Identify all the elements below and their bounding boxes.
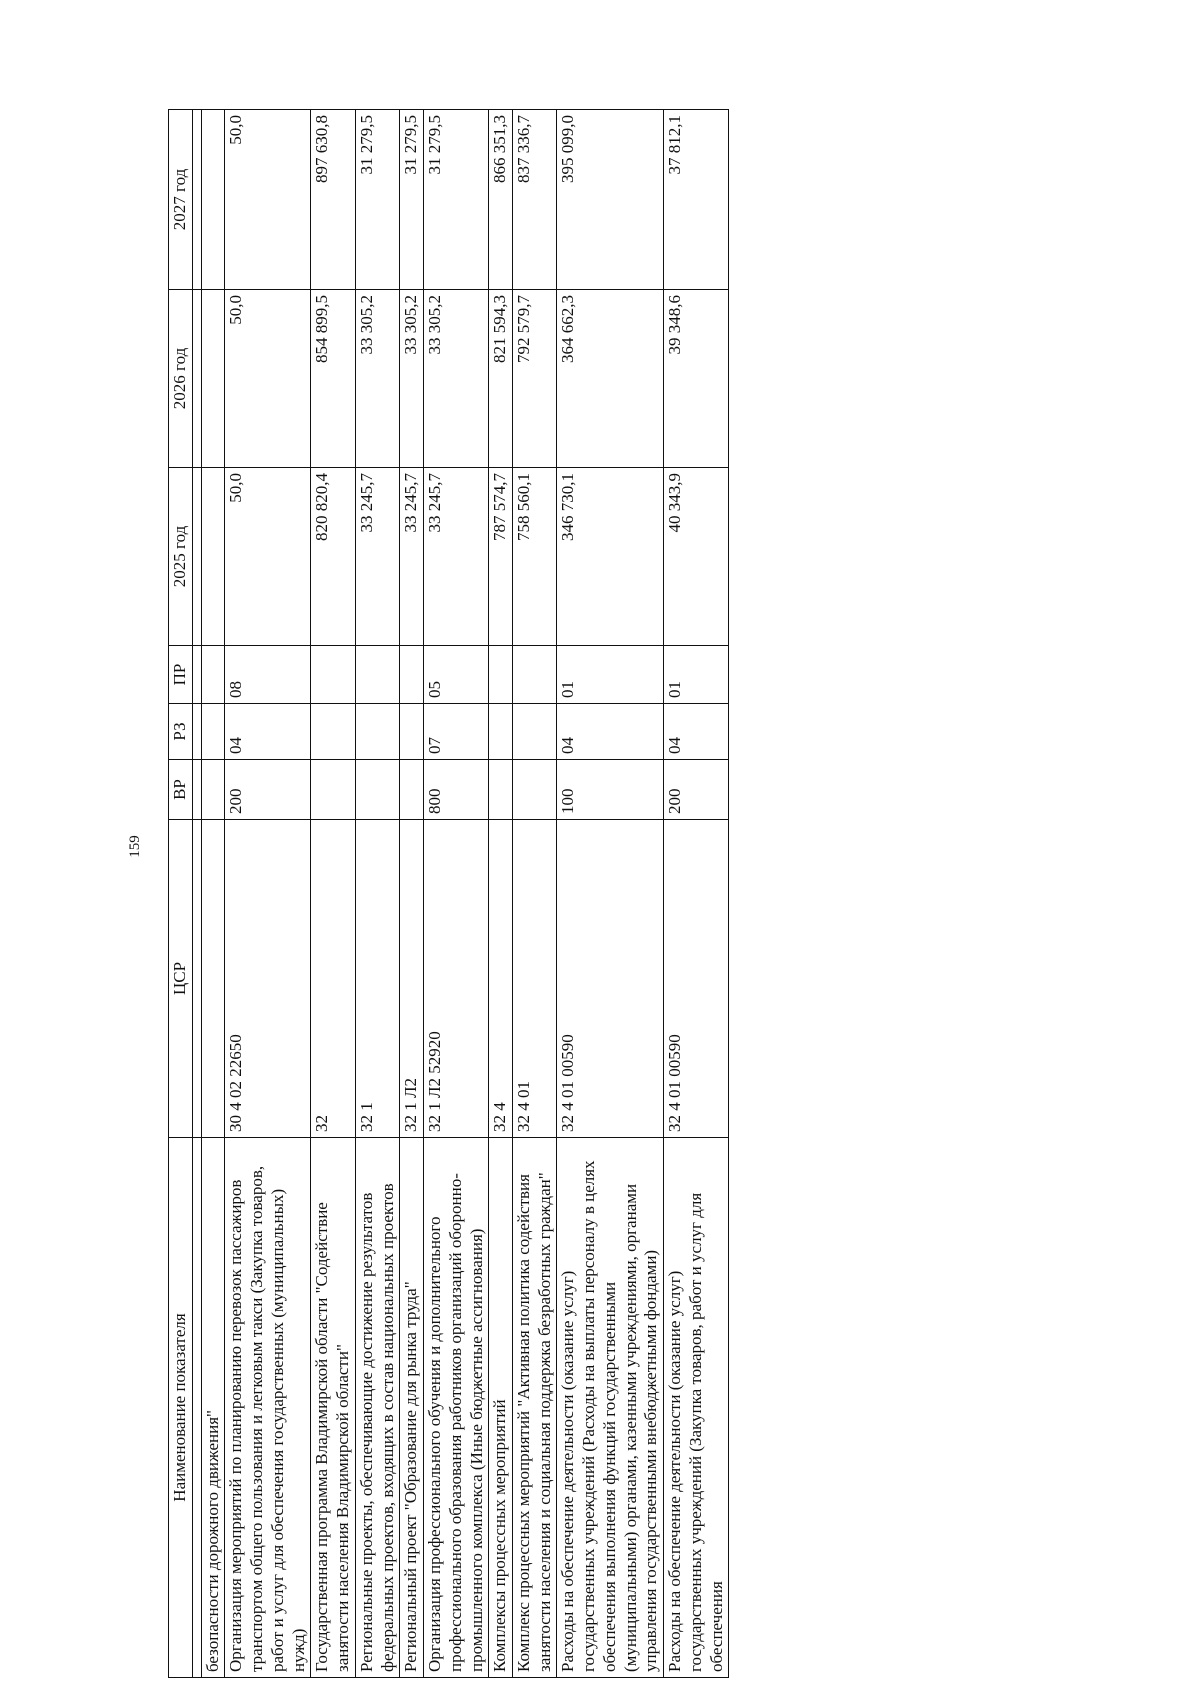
cell-csr: 32 4 01 bbox=[513, 820, 557, 1138]
table-row bbox=[424, 110, 489, 1678]
cell-name: Организация мероприятий по планированию перевозок пассажиров транспортом общего пользования и легковым такси (Закупка товаров, работ и услуг для обеспечения государственных (муниципальных) нужд) bbox=[225, 1138, 311, 1678]
cell-y2027: 395 099,0 bbox=[557, 110, 664, 290]
table-row bbox=[557, 110, 664, 1678]
cell-y2025: 33 245,7 bbox=[424, 468, 489, 646]
cell-pr bbox=[311, 646, 355, 704]
cell-y2026: 39 348,6 bbox=[664, 290, 729, 468]
budget-table bbox=[168, 109, 729, 1678]
cell-name: Расходы на обеспечение деятельности (оказание услуг) государственных учреждений (Закупка товаров, работ и услуг для обеспечения bbox=[664, 1138, 729, 1678]
cell-rz bbox=[513, 704, 557, 760]
table-header-row bbox=[169, 110, 193, 1678]
cell-name: Государственная программа Владимирской области "Содействие занятости населения Владимирской области" bbox=[311, 1138, 355, 1678]
cell-vr: 100 bbox=[557, 760, 664, 820]
cell-csr: 32 4 01 00590 bbox=[557, 820, 664, 1138]
cell-csr: 32 1 Л2 bbox=[400, 820, 424, 1138]
header-csr: ЦСР bbox=[169, 820, 193, 1138]
header-spacer-row bbox=[192, 110, 201, 1678]
cell-name: Комплексы процессных мероприятий bbox=[489, 1138, 513, 1678]
cell-name: Комплекс процессных мероприятий "Активная политика содействия занятости населения и социальная поддержка безработных граждан" bbox=[513, 1138, 557, 1678]
cell-vr bbox=[201, 760, 225, 820]
table-row bbox=[311, 110, 355, 1678]
header-2027: 2027 год bbox=[169, 110, 193, 290]
table-row bbox=[201, 110, 225, 1678]
cell-y2026: 33 305,2 bbox=[400, 290, 424, 468]
cell-y2027: 837 336,7 bbox=[513, 110, 557, 290]
cell-y2026: 792 579,7 bbox=[513, 290, 557, 468]
cell-y2026: 50,0 bbox=[225, 290, 311, 468]
cell-pr bbox=[513, 646, 557, 704]
budget-table-container bbox=[168, 110, 1088, 1678]
cell-y2025: 33 245,7 bbox=[355, 468, 399, 646]
table-row bbox=[355, 110, 399, 1678]
table-row bbox=[513, 110, 557, 1678]
cell-pr: 08 bbox=[225, 646, 311, 704]
cell-rz bbox=[400, 704, 424, 760]
cell-y2026: 33 305,2 bbox=[424, 290, 489, 468]
cell-y2027: 897 630,8 bbox=[311, 110, 355, 290]
cell-vr: 200 bbox=[225, 760, 311, 820]
cell-rz: 04 bbox=[225, 704, 311, 760]
cell-y2027: 31 279,5 bbox=[400, 110, 424, 290]
cell-y2026: 854 899,5 bbox=[311, 290, 355, 468]
cell-vr bbox=[311, 760, 355, 820]
cell-y2025: 40 343,9 bbox=[664, 468, 729, 646]
cell-y2026: 364 662,3 bbox=[557, 290, 664, 468]
header-pr: ПР bbox=[169, 646, 193, 704]
cell-y2027: 31 279,5 bbox=[355, 110, 399, 290]
cell-rz: 07 bbox=[424, 704, 489, 760]
cell-pr bbox=[355, 646, 399, 704]
cell-csr: 32 bbox=[311, 820, 355, 1138]
table-row bbox=[664, 110, 729, 1678]
cell-name: Организация профессионального обучения и дополнительного профессионального образования работников организаций оборонно-промышленного комплекса (Иные бюджетные ассигнования) bbox=[424, 1138, 489, 1678]
cell-y2026: 33 305,2 bbox=[355, 290, 399, 468]
cell-name: Региональные проекты, обеспечивающие достижение результатов федеральных проектов, входящих в состав национальных проектов bbox=[355, 1138, 399, 1678]
cell-y2025: 346 730,1 bbox=[557, 468, 664, 646]
cell-vr: 800 bbox=[424, 760, 489, 820]
cell-y2025: 50,0 bbox=[225, 468, 311, 646]
cell-y2027: 866 351,3 bbox=[489, 110, 513, 290]
cell-y2025: 787 574,7 bbox=[489, 468, 513, 646]
cell-csr: 32 1 bbox=[355, 820, 399, 1138]
cell-rz bbox=[489, 704, 513, 760]
cell-csr: 30 4 02 22650 bbox=[225, 820, 311, 1138]
table-row bbox=[400, 110, 424, 1678]
header-vr: ВР bbox=[169, 760, 193, 820]
cell-pr: 01 bbox=[557, 646, 664, 704]
header-name: Наименование показателя bbox=[169, 1138, 193, 1678]
cell-vr bbox=[355, 760, 399, 820]
header-2025: 2025 год bbox=[169, 468, 193, 646]
cell-csr: 32 4 01 00590 bbox=[664, 820, 729, 1138]
cell-y2026 bbox=[201, 290, 225, 468]
cell-vr bbox=[400, 760, 424, 820]
cell-y2025: 758 560,1 bbox=[513, 468, 557, 646]
cell-rz bbox=[201, 704, 225, 760]
cell-pr: 01 bbox=[664, 646, 729, 704]
cell-y2026: 821 594,3 bbox=[489, 290, 513, 468]
cell-pr: 05 bbox=[424, 646, 489, 704]
cell-rz bbox=[311, 704, 355, 760]
cell-vr bbox=[489, 760, 513, 820]
cell-y2027 bbox=[201, 110, 225, 290]
page-number: 159 bbox=[126, 835, 143, 858]
header-2026: 2026 год bbox=[169, 290, 193, 468]
cell-name: Расходы на обеспечение деятельности (оказание услуг) государственных учреждений (Расходы на выплаты персоналу в целях обеспечения выполнения функций государственными (муниципальными) органами, казенными учреждениями, органами управления государственными внебюджетными фондами) bbox=[557, 1138, 664, 1678]
cell-y2027: 31 279,5 bbox=[424, 110, 489, 290]
cell-y2027: 50,0 bbox=[225, 110, 311, 290]
cell-y2025: 820 820,4 bbox=[311, 468, 355, 646]
cell-rz: 04 bbox=[557, 704, 664, 760]
cell-name: Региональный проект "Образование для рынка труда" bbox=[400, 1138, 424, 1678]
cell-csr: 32 1 Л2 52920 bbox=[424, 820, 489, 1138]
cell-rz: 04 bbox=[664, 704, 729, 760]
cell-csr: 32 4 bbox=[489, 820, 513, 1138]
table-body bbox=[201, 110, 729, 1678]
cell-y2025 bbox=[201, 468, 225, 646]
cell-csr bbox=[201, 820, 225, 1138]
header-rz: РЗ bbox=[169, 704, 193, 760]
cell-pr bbox=[400, 646, 424, 704]
cell-vr bbox=[513, 760, 557, 820]
cell-rz bbox=[355, 704, 399, 760]
table-row bbox=[225, 110, 311, 1678]
cell-pr bbox=[489, 646, 513, 704]
cell-y2027: 37 812,1 bbox=[664, 110, 729, 290]
cell-name: безопасности дорожного движения" bbox=[201, 1138, 225, 1678]
table-row bbox=[489, 110, 513, 1678]
cell-pr bbox=[201, 646, 225, 704]
cell-y2025: 33 245,7 bbox=[400, 468, 424, 646]
cell-vr: 200 bbox=[664, 760, 729, 820]
